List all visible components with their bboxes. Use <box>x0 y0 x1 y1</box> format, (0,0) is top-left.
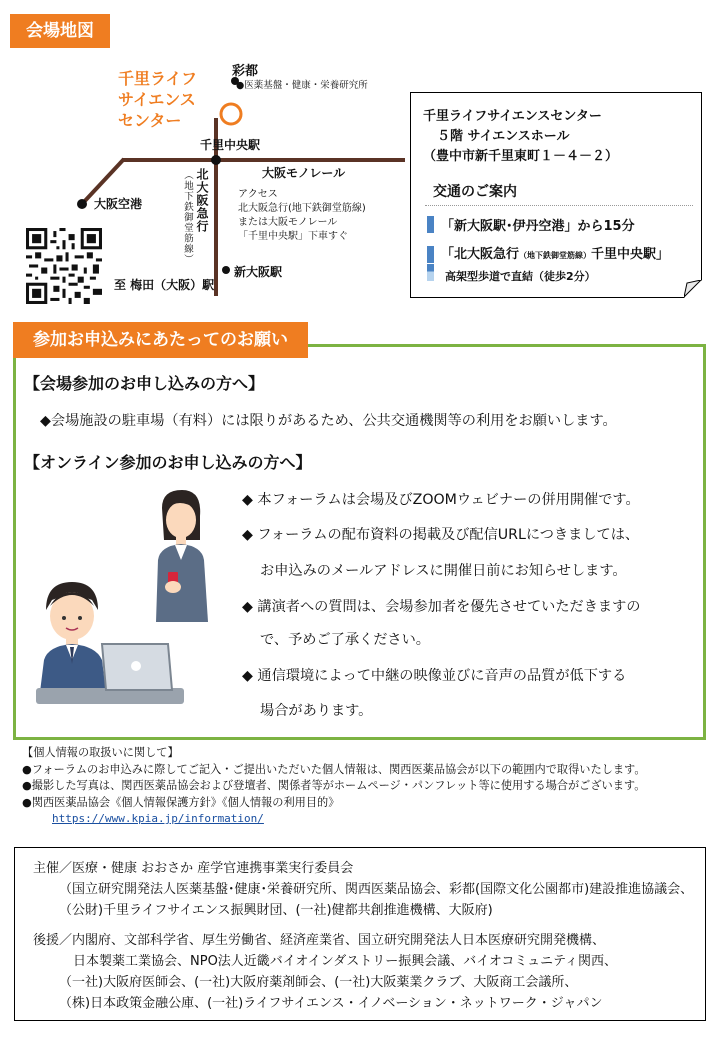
online-note: ◆ 講演者への質問は、会場参加者を優先させていただきますの <box>242 599 641 615</box>
walkway-note: 高架型歩道で直結（徒歩2分） <box>445 270 596 283</box>
host-line: （公財)千里ライフサイエンス振興財団、(一社)健都共創推進機構、大阪府) <box>59 903 493 918</box>
route-subway-note: （地下鉄御堂筋線） <box>519 251 592 260</box>
shin-osaka-label: 新大阪駅 <box>234 265 283 279</box>
airport-dot <box>77 199 87 209</box>
route-text: 「北大阪急行 <box>441 247 520 262</box>
hall-name: ５階 サイエンスホール <box>437 129 570 144</box>
host-line: 主催／医療・健康 おおさか 産学官連携事業実行委員会 <box>33 861 354 876</box>
privacy-item: ●フォーラムのお申込みに際してご記入・ご提出いただいた個人情報は、関西医薬品協会が以下の範囲内で取得いたします。 <box>22 762 646 776</box>
venue-info-box <box>410 92 702 298</box>
online-note: で、予めご了承ください。 <box>260 632 430 648</box>
monorail-label: 大阪モノレール <box>262 166 346 180</box>
route-kita-osaka <box>441 243 669 262</box>
venue-address: （豊中市新千里東町１－４－２） <box>423 149 619 164</box>
online-note: ◆ 通信環境によって中継の映像並びに音声の品質が低下する <box>242 668 627 684</box>
venue-label-line: センター <box>118 111 182 130</box>
access-note <box>238 188 366 244</box>
access-line: 「千里中央駅」下車すぐ <box>238 231 348 242</box>
transport-title: 交通のご案内 <box>433 184 517 200</box>
privacy-policy-link[interactable]: https://www.kpia.jp/information/ <box>52 812 264 825</box>
senri-chuo-dot <box>211 155 221 165</box>
online-note: お申込みのメールアドレスに開催日前にお知らせします。 <box>260 563 627 579</box>
midosuji-line-label: （地下鉄御堂筋線） <box>182 170 193 265</box>
access-line: アクセス <box>238 189 278 200</box>
online-note: ◆ 本フォーラムは会場及びZOOMウェビナーの併用開催です。 <box>242 492 640 508</box>
online-note: 場合があります。 <box>260 703 373 719</box>
qr-code-icon[interactable] <box>26 228 102 304</box>
privacy-item: ●撮影した写真は、関西医薬品協会および登壇者、関係者等がホームページ・パンフレット等に使用する場合がございます。 <box>22 779 646 792</box>
privacy-heading: 【個人情報の取扱いに関して】 <box>22 746 179 759</box>
route-marker <box>427 264 434 281</box>
venue-label-line: サイエンス <box>118 90 196 109</box>
venue-marker <box>221 104 241 124</box>
umeda-label: 至 梅田（大阪）駅 <box>114 278 215 292</box>
transport-divider <box>425 205 693 206</box>
organizers-box <box>14 847 706 1021</box>
route-shin-osaka: 「新大阪駅･伊丹空港」から15分 <box>441 219 635 234</box>
shin-osaka-dot <box>222 266 230 274</box>
senri-chuo-label: 千里中央駅 <box>200 138 261 152</box>
privacy-section <box>22 745 646 828</box>
venue-label <box>118 68 197 131</box>
venue-map-title: 会場地図 <box>10 14 110 48</box>
support-line: 後援／内閣府、文部科学省、厚生労働省、経済産業省、国立研究開発法人日本医療研究開発機構、 <box>33 933 606 948</box>
venue-map <box>0 56 410 306</box>
route-marker <box>427 246 434 263</box>
support-line: （一社)大阪府医師会、(一社)大阪府薬剤師会、(一社)大阪薬業クラブ、大阪商工会議所、 <box>59 975 578 990</box>
saito-label: 彩都 <box>232 64 259 79</box>
folded-corner-icon <box>684 280 702 298</box>
nibiohn-label: ●医薬基盤・健康・栄養研究所 <box>236 80 368 91</box>
venue-participation-heading: 【会場参加のお申し込みの方へ】 <box>24 374 265 393</box>
man-with-laptop-illustration <box>36 580 184 704</box>
online-note: ◆ フォーラムの配布資料の掲載及び配信URLにつきましては、 <box>242 527 640 543</box>
access-line: 北大阪急行(地下鉄御堂筋線) <box>238 203 366 214</box>
online-participation-heading: 【オンライン参加のお申し込みの方へ】 <box>24 453 312 472</box>
venue-participation-text: ◆会場施設の駐車場（有料）には限りがあるため、公共交通機関等の利用をお願いします。 <box>40 413 617 429</box>
route-marker <box>427 216 434 233</box>
access-line: または大阪モノレール <box>238 217 338 228</box>
kita-osaka-kyuko-label: 北大阪急行 <box>195 168 209 233</box>
host-list <box>33 858 693 921</box>
support-line: 日本製薬工業協会、NPO法人近畿バイオインダストリー振興会議、バイオコミュニティ関西、 <box>73 954 618 969</box>
venue-label-line: 千里ライフ <box>118 69 198 88</box>
airport-label: 大阪空港 <box>94 197 143 211</box>
request-title: 参加お申込みにあたってのお願い <box>13 322 308 358</box>
center-name: 千里ライフサイエンスセンター <box>423 109 602 124</box>
host-line: （国立研究開発法人医薬基盤･健康･栄養研究所、関西医薬品協会、彩都(国際文化公園都市)建設推進協議会、 <box>59 882 694 897</box>
support-list <box>33 930 617 1014</box>
route-text: 千里中央駅」 <box>591 247 670 262</box>
privacy-item: ●関西医薬品協会《個人情報保護方針》《個人情報の利用目的》 <box>22 795 340 809</box>
support-line: （株)日本政策金融公庫、(一社)ライフサイエンス・イノベーション・ネットワーク・ジャパン <box>59 996 603 1011</box>
